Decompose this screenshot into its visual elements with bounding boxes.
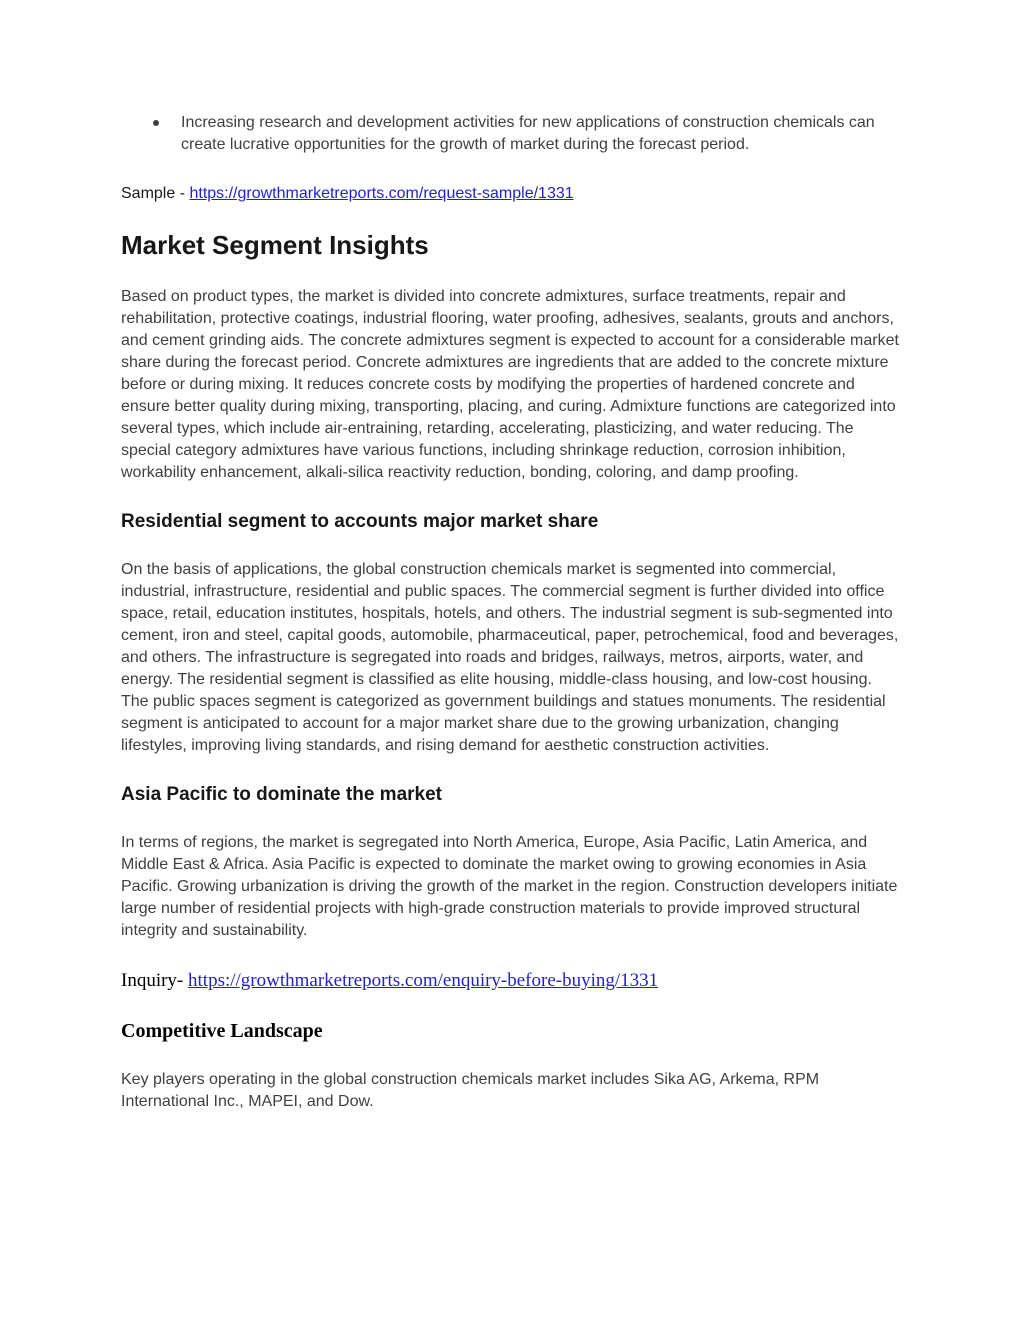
paragraph-applications: On the basis of applications, the global construction chemicals market is segmented into commercial, industrial, infrastructure, residential and public spaces. The commercial segment is further divided into office space, retail, education institutes, hospitals, hotels, and others. The industrial segment is sub-segmented into cement, iron and steel, capital goods, automobile, pharmaceutical, paper, petrochemical, food and beverages, and others. The infrastructure is segregated into roads and bridges, railways, metros, airports, water, and energy. The residential segment is classified as elite housing, middle-class housing, and low-cost housing. The public spaces segment is categorized as government buildings and statues monuments. The residential segment is anticipated to account for a major market share due to the growing urbanization, changing lifestyles, improving living standards, and rising demand for aesthetic construction activities. [121,561,899,754]
section-heading-competitive-landscape: Competitive Landscape [121,1020,323,1042]
bullet-marker-icon [153,120,159,126]
bullet-list [121,112,902,156]
section-heading-residential-segment: Residential segment to accounts major market share [121,511,599,532]
sample-link[interactable]: https://growthmarketreports.com/request-sample/1331 [189,185,574,202]
sample-line [121,183,902,204]
bullet-item-text: Increasing research and development activities for new applications of construction chemicals can create lucrative opportunities for the growth of market during the forecast period. [181,114,875,153]
page-title: Market Segment Insights [121,230,429,260]
section-heading-asia-pacific: Asia Pacific to dominate the market [121,784,442,805]
paragraph-product-types: Based on product types, the market is divided into concrete admixtures, surface treatments, repair and rehabilitation, protective coatings, industrial flooring, water proofing, adhesives, sealants, grouts and anchors, and cement grinding aids. The concrete admixtures segment is expected to account for a considerable market share during the forecast period. Concrete admixtures are ingredients that are added to the concrete mixture before or during mixing. It reduces concrete costs by modifying the properties of hardened concrete and ensure better quality during mixing, transporting, placing, and curing. Admixture functions are categorized into several types, which include air-entraining, retarding, accelerating, plasticizing, and water reducing. The special category admixtures have various functions, including shrinkage reduction, corrosion inhibition, workability enhancement, alkali-silica reactivity reduction, bonding, coloring, and damp proofing. [121,288,899,481]
sample-label: Sample - [121,185,190,202]
paragraph-regions: In terms of regions, the market is segregated into North America, Europe, Asia Pacific, Latin America, and Middle East & Africa. Asia Pacific is expected to dominate the market owing to growing economies in Asia Pacific. Growing urbanization is driving the growth of the market in the region. Construction developers initiate large number of residential projects with high-grade construction materials to provide improved structural integrity and sustainability. [121,834,898,939]
inquiry-link[interactable]: https://growthmarketreports.com/enquiry-before-buying/1331 [188,970,659,991]
paragraph-key-players: Key players operating in the global construction chemicals market includes Sika AG, Arkema, RPM International Inc., MAPEI, and Dow. [121,1071,820,1110]
inquiry-line [121,969,902,993]
list-item [151,112,902,156]
inquiry-label: Inquiry- [121,970,189,991]
